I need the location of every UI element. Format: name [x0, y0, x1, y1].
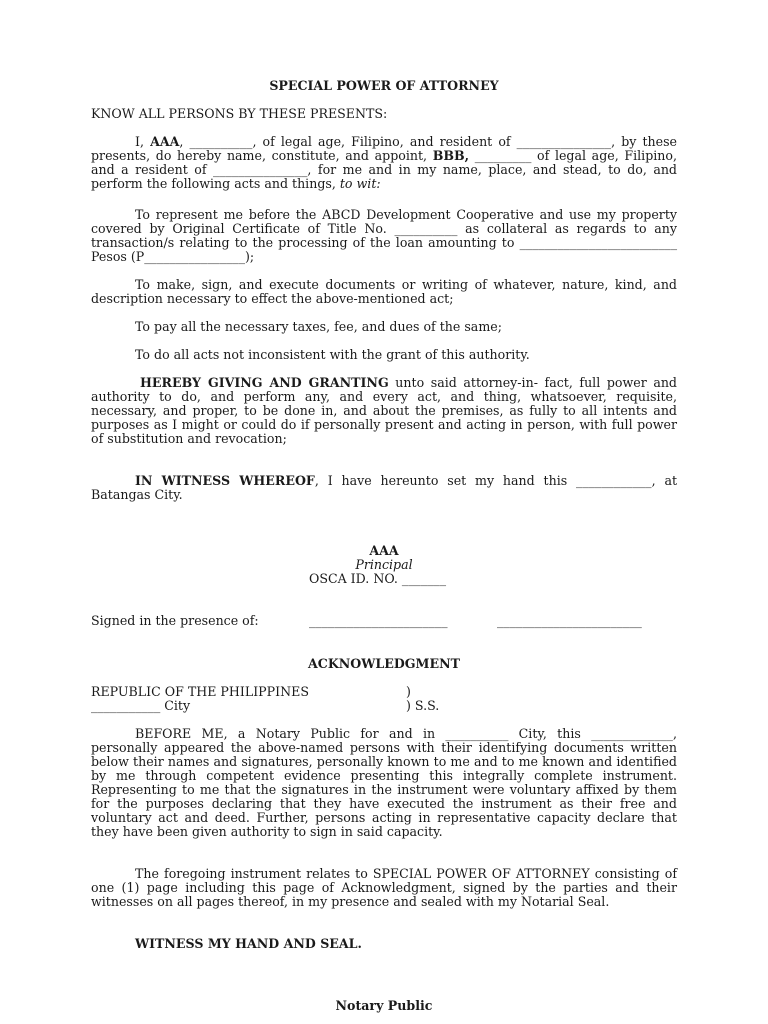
- osca-id-line: OSCA ID. NO. _______: [309, 571, 447, 586]
- principal-role: Principal: [355, 557, 413, 572]
- acknowledgment-paragraph: BEFORE ME, a Notary Public for and in __________ City, this _____________, personally appeared the above-named persons with their identifying documents written below their names and signatures, personally known to me and to me known and identified by me through competent evidence presenting this integrally complete instrument. Representing to me that the signatures in the instrument were voluntary affixed by them for the purposes declaring that they have executed the instrument as their free and voluntary act and deed. Further, persons acting in representative capacity declare that they have been given authority to sign in said capacity.: [91, 726, 677, 839]
- venue-paren-2: ) S.S.: [406, 698, 440, 713]
- principal-signature-name: AAA: [369, 543, 399, 558]
- venue-city: ___________ City: [91, 698, 191, 713]
- opening-line: KNOW ALL PERSONS BY THESE PRESENTS:: [91, 106, 388, 121]
- witness-line-1: ______________________: [309, 613, 448, 628]
- instrument-paragraph: The foregoing instrument relates to SPECIAL POWER OF ATTORNEY consisting of one (1) page including this page of Acknowledgment, signed by the parties and their witnesses on all pages thereof, in my presence and sealed with my Notarial Seal.: [91, 866, 677, 909]
- witness-whereof-paragraph: IN WITNESS WHEREOF, I have hereunto set my hand this ____________, at Batangas City.: [91, 473, 678, 502]
- act-represent-paragraph: To represent me before the ABCD Development Cooperative and use my property covered by Original Certificate of Title No. __________ as collateral as regards to any transaction/s relating to the processing of the loan amounting to _________________________ Pesos (P________________);: [91, 207, 677, 264]
- act-taxes-paragraph: To pay all the necessary taxes, fee, and dues of the same;: [135, 319, 502, 334]
- principal-name: AAA: [150, 134, 180, 149]
- appointment-paragraph: I, AAA, __________, of legal age, Filipino, and resident of _______________, by these presents, do hereby name, constitute, and appoint, BBB, _________ of legal age, Filipino, and a resident of _______________, for me and in my name, place, and stead, to do, and perform the following acts and things, to wit:: [91, 134, 677, 191]
- venue-paren-1: ): [406, 684, 411, 699]
- act-sign-paragraph: To make, sign, and execute documents or writing of whatever, nature, kind, and description necessary to effect the above-mentioned act;: [91, 277, 677, 306]
- witness-line-2: _______________________: [497, 613, 642, 628]
- acknowledgment-title: ACKNOWLEDGMENT: [308, 656, 460, 671]
- document-title: SPECIAL POWER OF ATTORNEY: [269, 78, 499, 93]
- granting-paragraph: HEREBY GIVING AND GRANTING unto said attorney-in- fact, full power and authority to do, and perform any, and every act, and thing, whatsoever, requisite, necessary, and proper, to be done in, and about the premises, as fully to all intents and purposes as I might or could do if personally present and acting in person, with full power of substitution and revocation;: [91, 375, 677, 446]
- presence-label: Signed in the presence of:: [91, 613, 259, 628]
- witness-hand-seal: WITNESS MY HAND AND SEAL.: [135, 936, 362, 951]
- notary-public-label: Notary Public: [335, 998, 433, 1013]
- venue-republic: REPUBLIC OF THE PHILIPPINES: [91, 684, 309, 699]
- agent-name: BBB,: [432, 148, 470, 163]
- act-all-paragraph: To do all acts not inconsistent with the grant of this authority.: [135, 347, 530, 362]
